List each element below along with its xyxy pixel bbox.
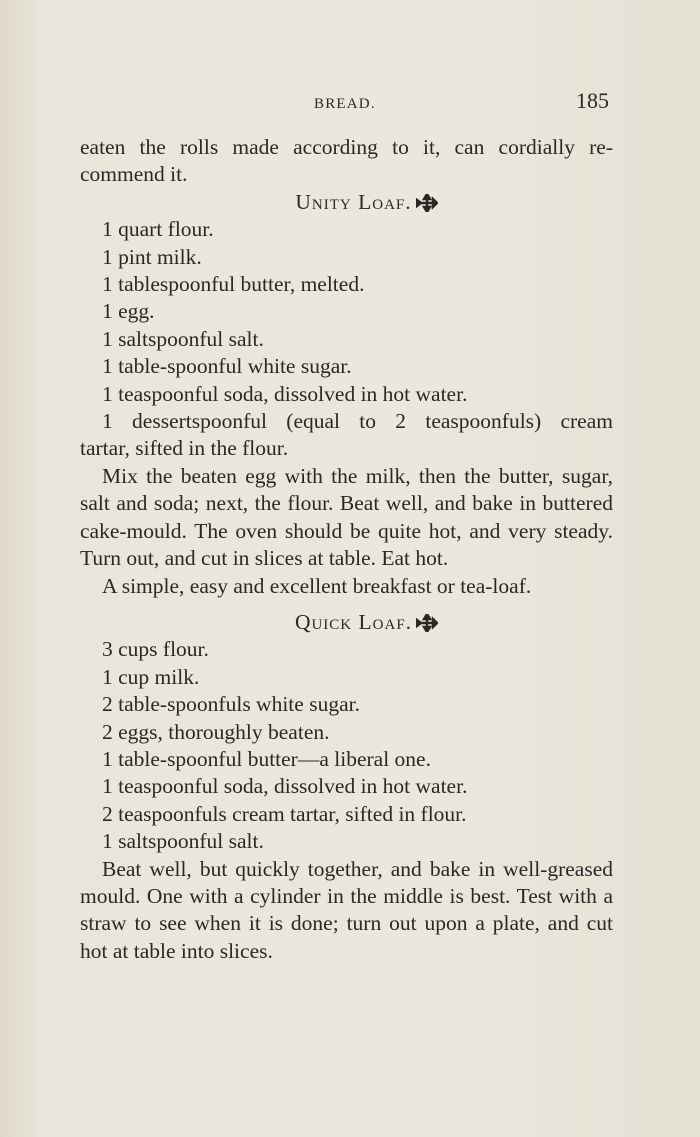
- quick-ingredient: 3 cups flour.: [102, 637, 209, 662]
- running-head-title: BREAD.: [314, 96, 376, 112]
- quick-ingredient: 1 table-spoonful butter—a liberal one.: [102, 746, 431, 771]
- unity-loaf-heading: [80, 189, 613, 216]
- running-head: [0, 88, 700, 118]
- quick-ingredient: 1 saltspoonful salt.: [102, 829, 264, 854]
- unity-ingredient: 1 quart flour.: [102, 217, 214, 242]
- intro-line-1: eaten the rolls made according to it, can cordially re-: [80, 135, 613, 159]
- unity-cream-tartar-line-2: tartar, sifted in the flour.: [80, 436, 289, 461]
- intro-line-2: commend it.: [80, 162, 188, 187]
- section-gap: [80, 600, 613, 609]
- unity-ingredient: 1 tablespoonful butter, melted.: [102, 272, 365, 297]
- unity-directions: Mix the beaten egg with the milk, then the butter, sugar, salt and soda; next, the flour. Beat well, and bake in buttered cake-mould. The oven should be quite hot, and very steady. Turn out, and cut in slices at table. Eat hot.: [80, 463, 613, 571]
- quick-directions: Beat well, but quickly together, and bake in well-greased mould. One with a cylinder in the middle is best. Test with a straw to see when it is done; turn out upon a plate, and cut hot at table into slices.: [80, 856, 613, 963]
- quick-ingredient: 1 cup milk.: [102, 664, 200, 689]
- quick-loaf-heading-text: Quick Loaf.: [294, 609, 413, 634]
- page-number: 185: [576, 88, 609, 113]
- unity-note: A simple, easy and excellent breakfast or tea-loaf.: [102, 573, 532, 598]
- unity-ingredient: 1 table-spoonful white sugar.: [102, 354, 352, 379]
- quick-ingredient: 2 table-spoonfuls white sugar.: [102, 692, 360, 717]
- maltese-cross-icon: [416, 194, 438, 212]
- page-text: [80, 134, 613, 965]
- unity-loaf-heading-text: Unity Loaf.: [295, 189, 412, 214]
- quick-loaf-heading: [80, 609, 613, 636]
- quick-ingredient: 2 eggs, thoroughly beaten.: [102, 719, 330, 744]
- quick-ingredient: 1 teaspoonful soda, dissolved in hot water.: [102, 774, 468, 799]
- maltese-cross-icon: [416, 614, 438, 632]
- unity-ingredient: 1 pint milk.: [102, 244, 202, 269]
- unity-ingredient: 1 saltspoonful salt.: [102, 326, 264, 351]
- unity-ingredient: 1 egg.: [102, 299, 155, 324]
- unity-ingredient: 1 teaspoonful soda, dissolved in hot water.: [102, 381, 468, 406]
- unity-cream-tartar-line-1: 1 dessertspoonful (equal to 2 teaspoonfuls) cream: [102, 409, 613, 434]
- quick-ingredient: 2 teaspoonfuls cream tartar, sifted in flour.: [102, 801, 467, 826]
